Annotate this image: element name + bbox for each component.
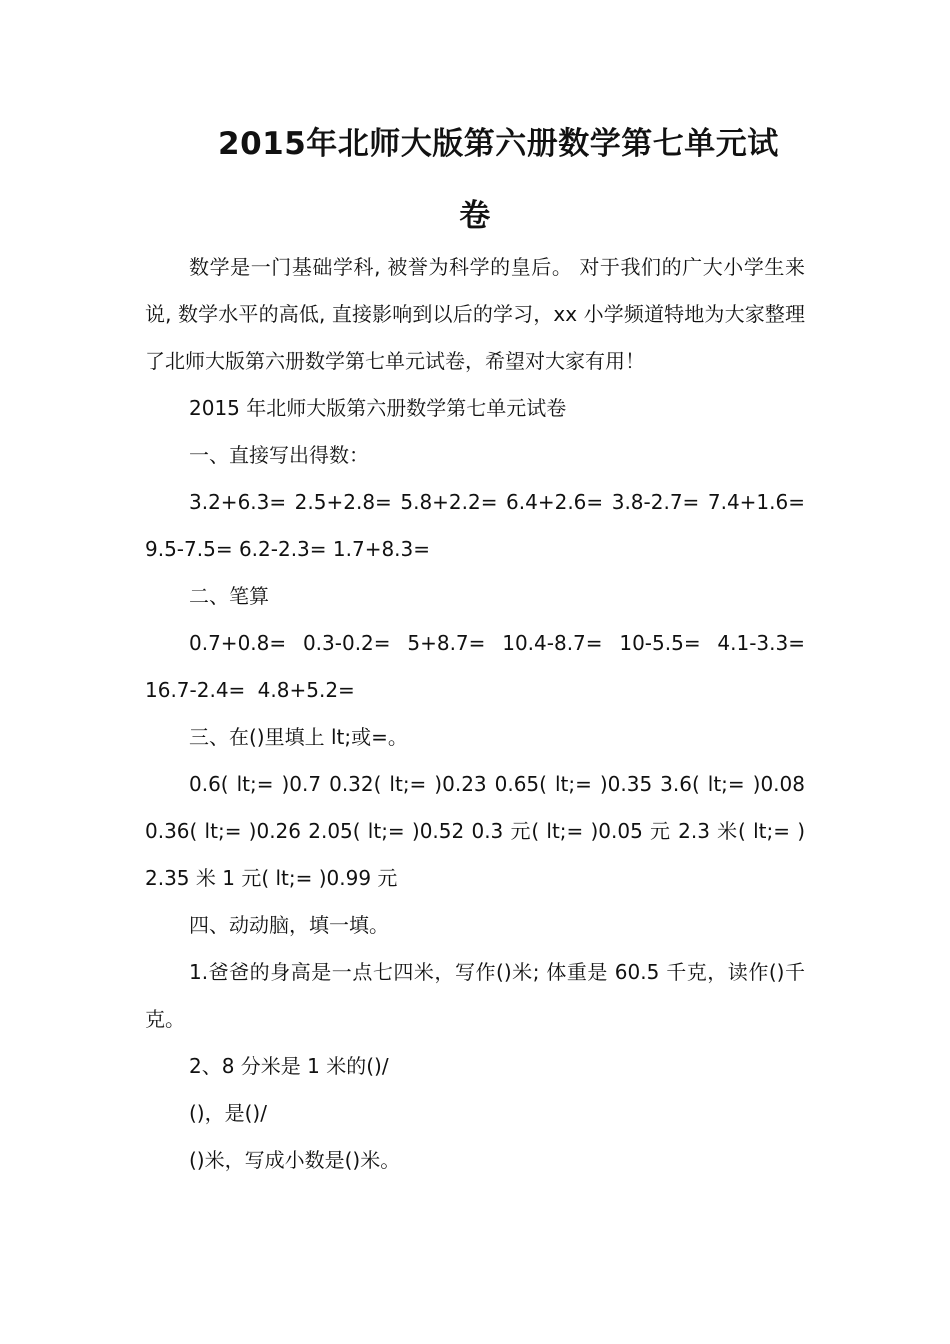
problems-section-3: 0.6( lt;= )0.7 0.32( lt;= )0.23 0.65( lt;= )0.35 3.6( lt;= )0.08 0.36( lt;= )0.26 2.05( lt;= )0.52 0.3 元( lt;= )0.05 元 2.3 米( lt;= )2.35 米 1 元( lt;= )0.99 元: [145, 772, 805, 890]
intro-paragraph: 数学是一门基础学科, 被誉为科学的皇后。 对于我们的广大小学生来说, 数学水平的高低, 直接影响到以后的学习，xx 小学频道特地为大家整理了北师大版第六册数学第七单元试卷，希望对大家有用！: [145, 255, 805, 373]
problems-section-1: 3.2+6.3= 2.5+2.8= 5.8+2.2= 6.4+2.6= 3.8-2.7= 7.4+1.6= 9.5-7.5= 6.2-2.3= 1.7+8.3=: [145, 490, 805, 561]
problem-4-2-line-1: 2、8 分米是 1 米的()/: [189, 1054, 389, 1078]
problem-4-2-line-3: ()米，写成小数是()米。: [189, 1148, 401, 1172]
section-heading-1: 一、直接写出得数：: [189, 443, 369, 467]
document-body: [145, 244, 805, 1184]
subtitle-paragraph: 2015 年北师大版第六册数学第七单元试卷: [189, 396, 567, 420]
section-heading-3: 三、在()里填上 lt;或=。: [189, 725, 408, 749]
problem-4-2-line-2: ()，是()/: [189, 1101, 267, 1125]
problem-4-1: 1.爸爸的身高是一点七四米，写作()米; 体重是 60.5 千克，读作()千克。: [145, 960, 805, 1031]
problems-section-2: 0.7+0.8= 0.3-0.2= 5+8.7= 10.4-8.7= 10-5.5= 4.1-3.3= 16.7-2.4= 4.8+5.2=: [145, 631, 805, 702]
document-title-line-2: 卷: [459, 198, 491, 234]
document-title-line-1: 2015年北师大版第六册数学第七单元试: [218, 126, 779, 162]
section-heading-2: 二、笔算: [189, 584, 269, 608]
section-heading-4: 四、动动脑，填一填。: [189, 913, 389, 937]
